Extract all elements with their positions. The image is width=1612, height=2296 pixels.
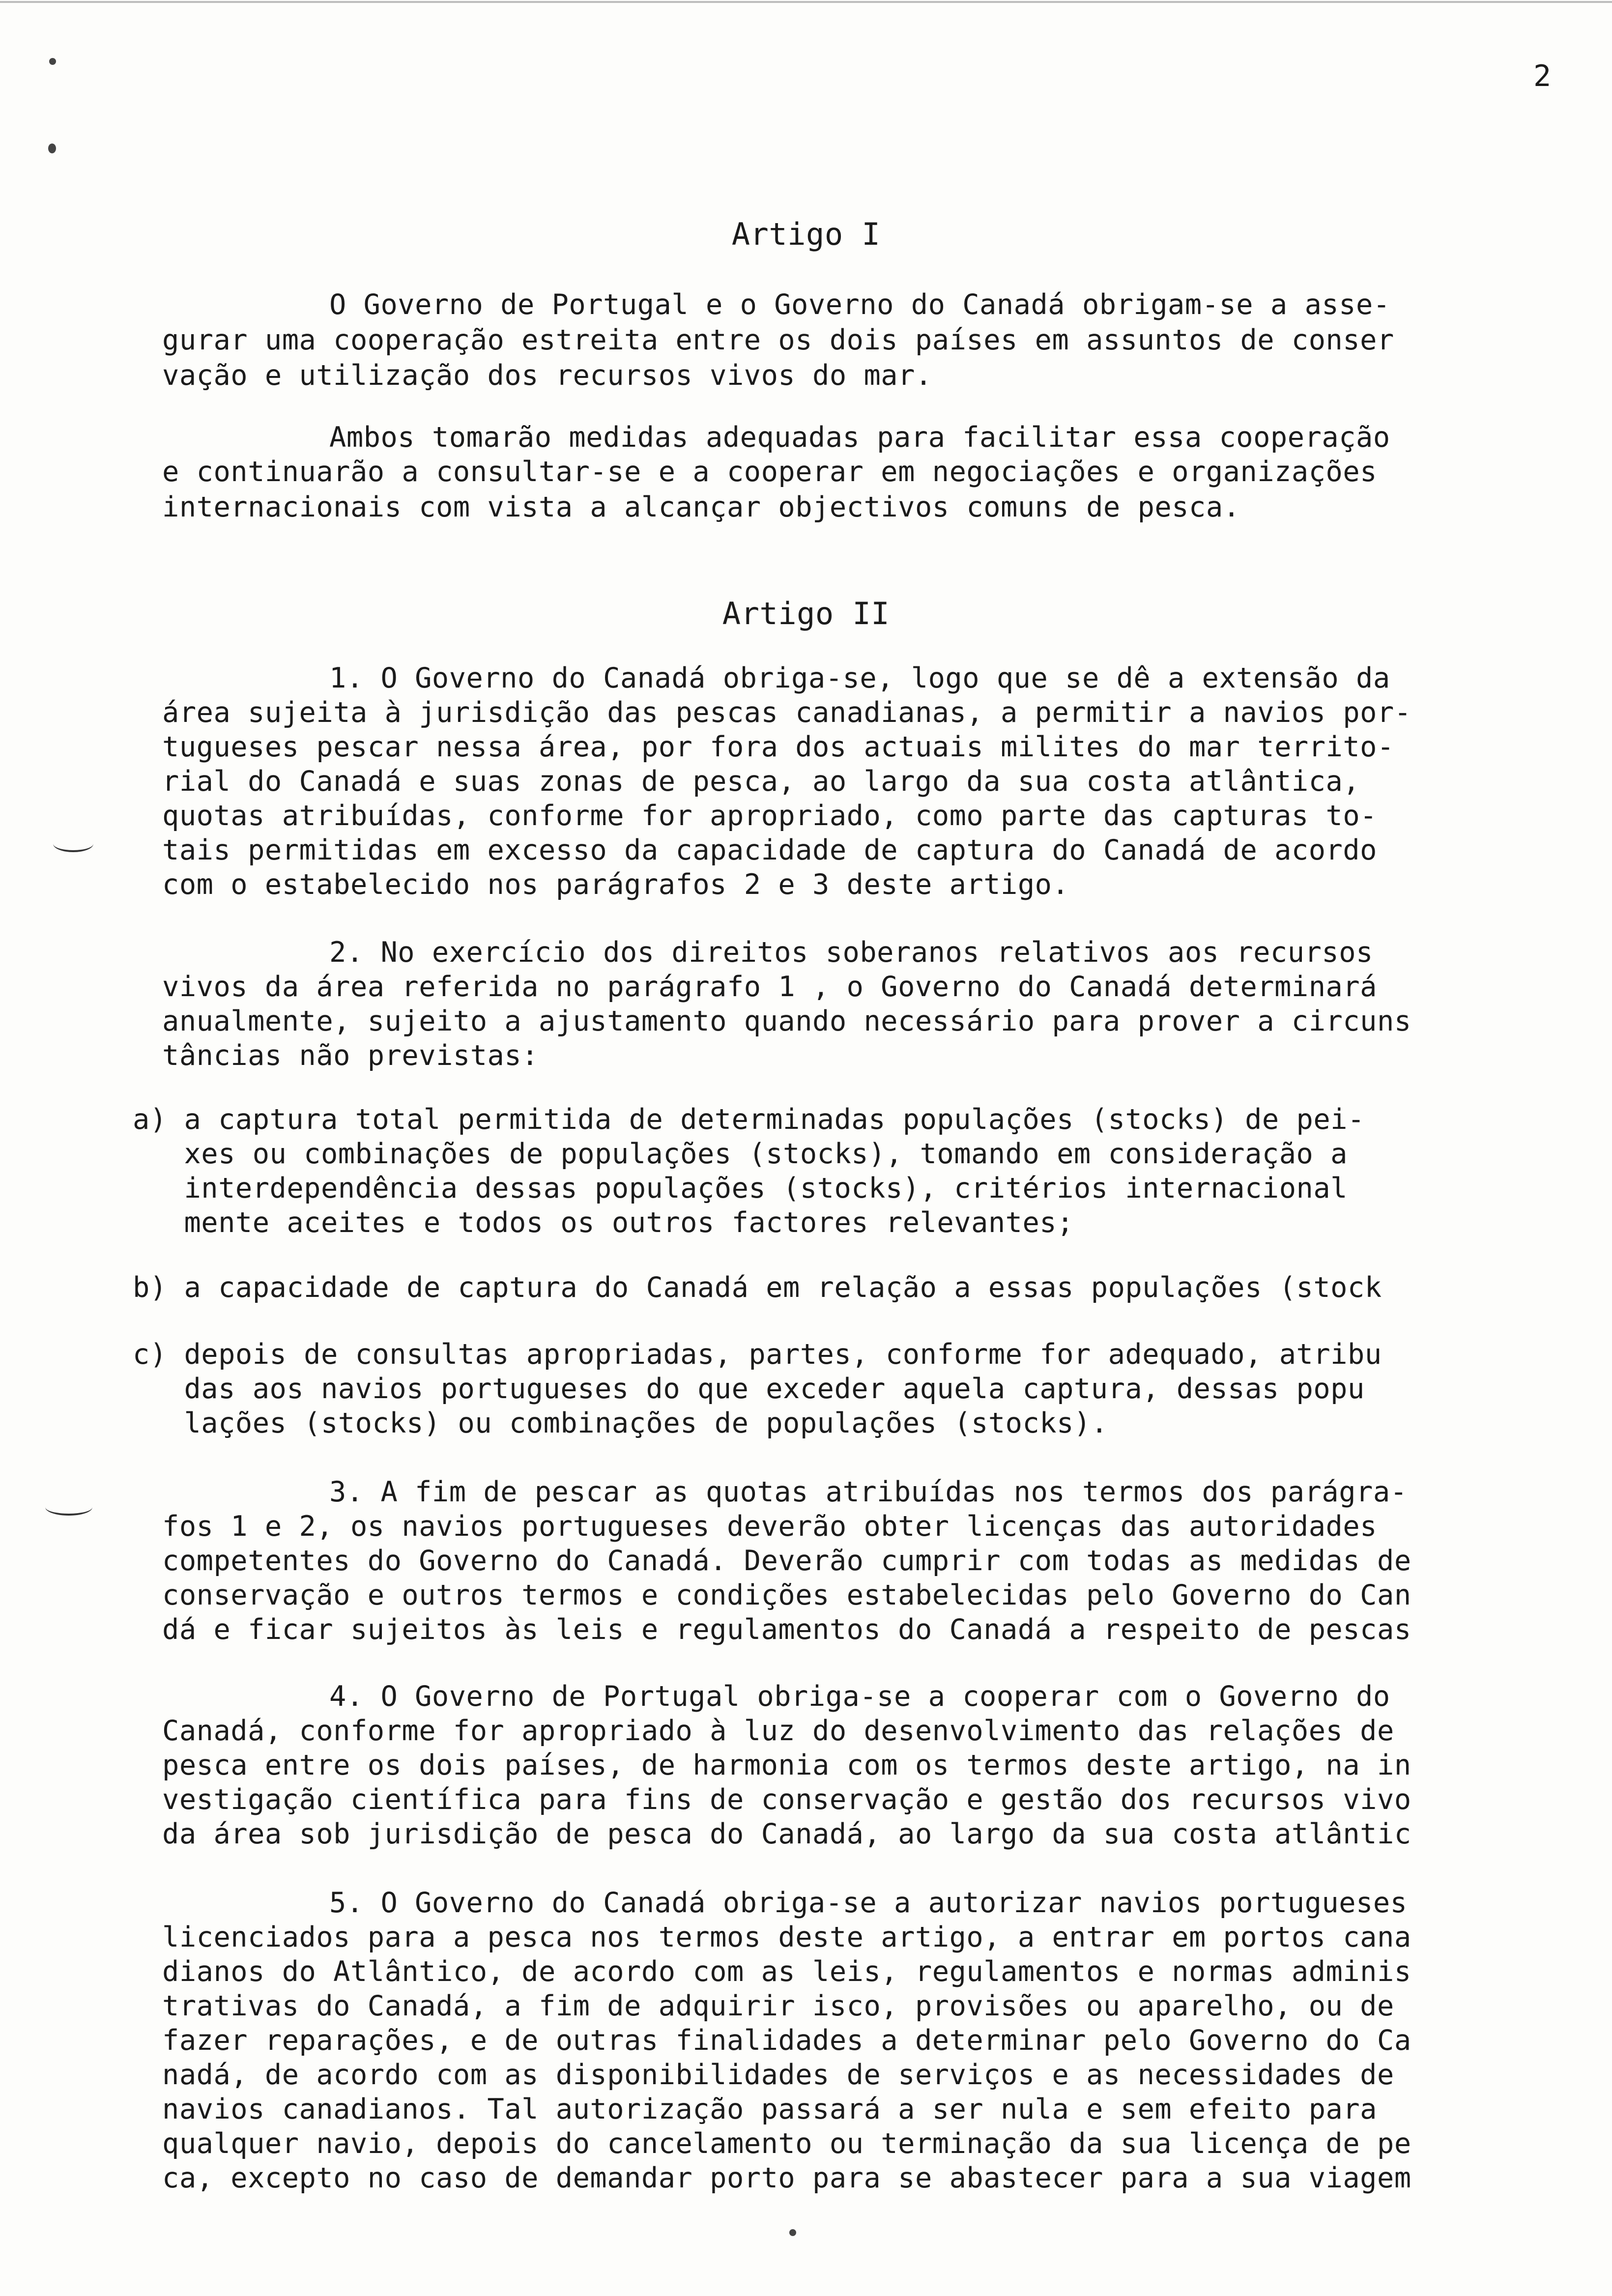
- paragraph-4-line: 4. O Governo de Portugal obriga-se a cooperar com o Governo do: [329, 1680, 1390, 1713]
- page-number: 2: [1533, 59, 1552, 93]
- paragraph-5-line: nadá, de acordo com as disponibilidades de serviços e as necessidades de: [162, 2059, 1394, 2091]
- paragraph-5-line: dianos do Atlântico, de acordo com as leis, regulamentos e normas adminis: [162, 1955, 1411, 1988]
- scan-mark: [53, 835, 93, 852]
- paragraph-1-line: 1. O Governo do Canadá obriga-se, logo que se dê a extensão da: [329, 662, 1390, 694]
- paragraph-1-line: tugueses pescar nessa área, por fora dos actuais milites do mar territo-: [162, 731, 1394, 763]
- scan-speck: [789, 2229, 796, 2236]
- item-c-line: c) depois de consultas apropriadas, partes, conforme for adequado, atribu: [133, 1338, 1382, 1371]
- paragraph-2-line: anualmente, sujeito a ajustamento quando necessário para prover a circuns: [162, 1005, 1411, 1037]
- paragraph-3-line: dá e ficar sujeitos às leis e regulamentos do Canadá a respeito de pescas: [162, 1613, 1411, 1646]
- paragraph-2-line: tâncias não previstas:: [162, 1039, 539, 1072]
- paragraph-5-line: ca, excepto no caso de demandar porto para se abastecer para a sua viagem: [162, 2162, 1411, 2194]
- paragraph-4-line: vestigação científica para fins de conservação e gestão dos recursos vivo: [162, 1783, 1411, 1816]
- article-1-p2-line: e continuarão a consultar-se e a cooperar em negociações e organizações: [162, 456, 1377, 488]
- paragraph-1-line: tais permitidas em excesso da capacidade de captura do Canadá de acordo: [162, 834, 1377, 866]
- paragraph-3-line: 3. A fim de pescar as quotas atribuídas nos termos dos parágra-: [329, 1476, 1408, 1508]
- article-1-p2-line: internacionais com vista a alcançar objectivos comuns de pesca.: [162, 491, 1240, 523]
- paragraph-5-line: licenciados para a pesca nos termos deste artigo, a entrar em portos cana: [162, 1921, 1411, 1953]
- paragraph-5-line: trativas do Canadá, a fim de adquirir isco, provisões ou aparelho, ou de: [162, 1990, 1394, 2022]
- article-1-p1-line: O Governo de Portugal e o Governo do Canadá obrigam-se a asse-: [329, 288, 1390, 321]
- paragraph-1-line: quotas atribuídas, conforme for apropriado, como parte das capturas to-: [162, 800, 1377, 832]
- paragraph-5-line: qualquer navio, depois do cancelamento ou terminação da sua licença de pe: [162, 2127, 1411, 2160]
- paragraph-1-line: área sujeita à jurisdição das pescas canadianas, a permitir a navios por-: [162, 696, 1411, 729]
- article-1-p2-line: Ambos tomarão medidas adequadas para facilitar essa cooperação: [329, 421, 1390, 454]
- paragraph-1-line: rial do Canadá e suas zonas de pesca, ao largo da sua costa atlântica,: [162, 765, 1360, 798]
- item-c-line: lações (stocks) ou combinações de populações (stocks).: [133, 1407, 1108, 1439]
- scan-mark: [45, 1499, 92, 1516]
- paragraph-3-line: fos 1 e 2, os navios portugueses deverão obter licenças das autoridades: [162, 1510, 1377, 1543]
- article-1-p1-line: gurar uma cooperação estreita entre os dois países em assuntos de conser: [162, 324, 1394, 356]
- scan-speck: [49, 58, 56, 65]
- item-a-line: mente aceites e todos os outros factores relevantes;: [133, 1206, 1074, 1239]
- paragraph-1-line: com o estabelecido nos parágrafos 2 e 3 deste artigo.: [162, 868, 1069, 901]
- paragraph-3-line: competentes do Governo do Canadá. Deverão cumprir com todas as medidas de: [162, 1545, 1411, 1577]
- item-a-line: interdependência dessas populações (stocks), critérios internacional: [133, 1172, 1348, 1205]
- item-c-line: das aos navios portugueses do que exceder aquela captura, dessas popu: [133, 1373, 1365, 1405]
- paragraph-3-line: conservação e outros termos e condições estabelecidas pelo Governo do Can: [162, 1579, 1411, 1611]
- item-b-line: b) a capacidade de captura do Canadá em relação a essas populações (stock: [133, 1271, 1382, 1304]
- item-a-line: xes ou combinações de populações (stocks), tomando em consideração a: [133, 1138, 1348, 1170]
- article-1-p1-line: vação e utilização dos recursos vivos do mar.: [162, 359, 932, 392]
- paragraph-4-line: da área sob jurisdição de pesca do Canadá, ao largo da sua costa atlântic: [162, 1818, 1411, 1850]
- paragraph-5-line: fazer reparações, e de outras finalidades a determinar pelo Governo do Ca: [162, 2024, 1411, 2057]
- item-a-line: a) a captura total permitida de determinadas populações (stocks) de pei-: [133, 1103, 1365, 1136]
- article-1-heading: Artigo I: [731, 216, 881, 252]
- paragraph-5-line: navios canadianos. Tal autorização passará a ser nula e sem efeito para: [162, 2093, 1377, 2125]
- paragraph-5-line: 5. O Governo do Canadá obriga-se a autorizar navios portugueses: [329, 1887, 1408, 1919]
- paragraph-2-line: vivos da área referida no parágrafo 1 , o Governo do Canadá determinará: [162, 971, 1377, 1003]
- scan-speck: [48, 144, 56, 153]
- scan-top-edge: [0, 1, 1612, 3]
- article-2-heading: Artigo II: [722, 596, 890, 631]
- paragraph-2-line: 2. No exercício dos direitos soberanos relativos aos recursos: [329, 936, 1373, 969]
- paragraph-4-line: Canadá, conforme for apropriado à luz do desenvolvimento das relações de: [162, 1715, 1394, 1747]
- paragraph-4-line: pesca entre os dois países, de harmonia com os termos deste artigo, na in: [162, 1749, 1411, 1781]
